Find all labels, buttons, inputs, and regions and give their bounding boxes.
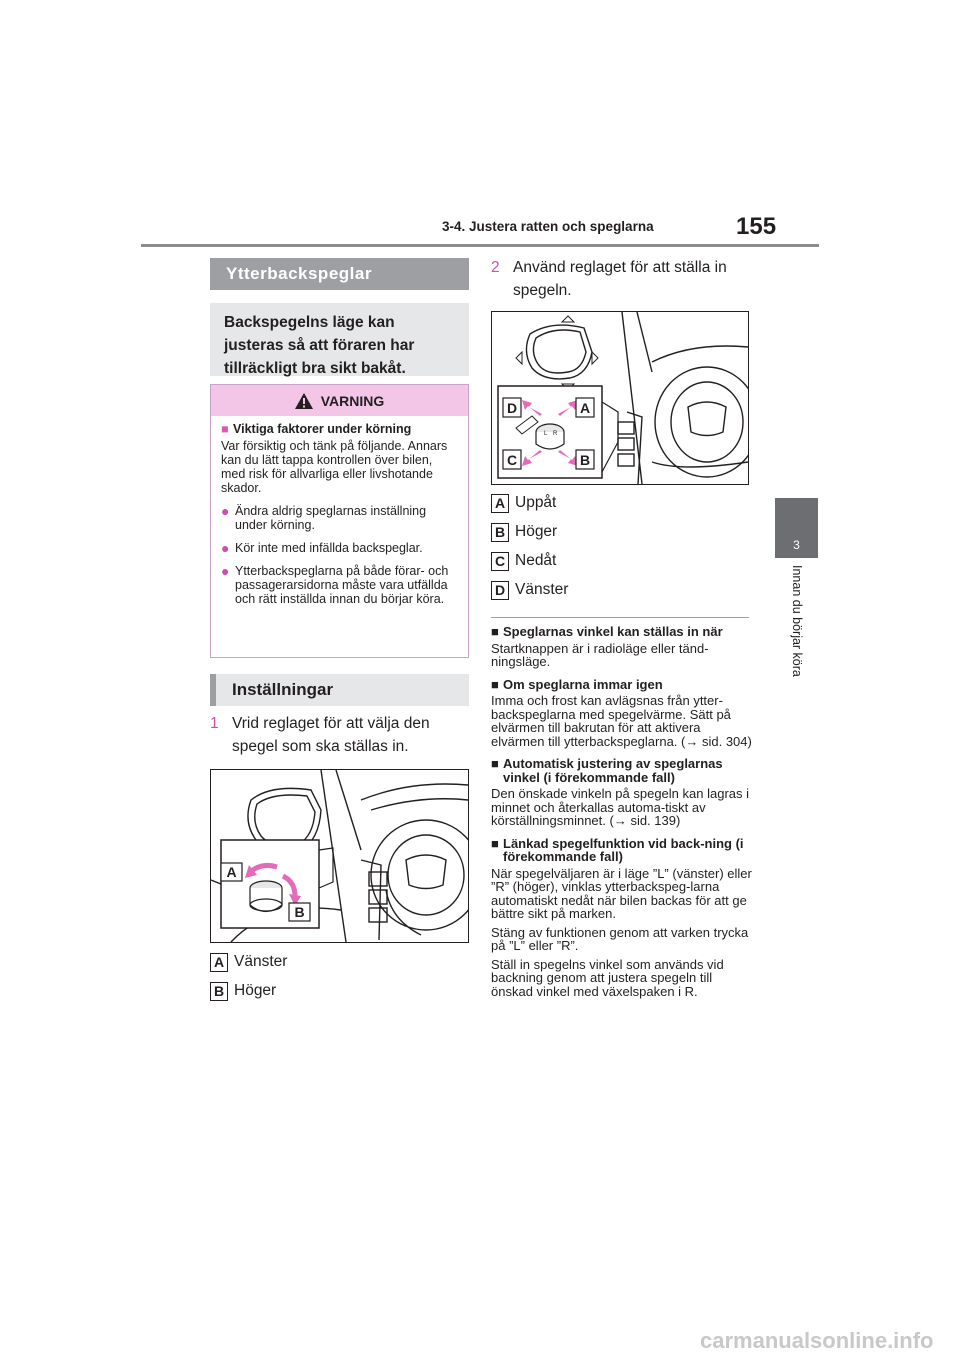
legend-item — [491, 579, 749, 601]
legend-text: Höger — [234, 982, 277, 999]
legend-item — [491, 521, 749, 543]
legend-item — [210, 980, 469, 1002]
note-heading: Speglarnas vinkel kan ställas in när — [503, 624, 723, 639]
mirror-selector-illustration — [211, 770, 468, 942]
bullet-dot-icon: ● — [221, 563, 230, 579]
legend-key: B — [210, 982, 228, 1001]
step-number: 1 — [210, 715, 219, 732]
step-1 — [210, 712, 469, 758]
figure-mirror-selector — [210, 769, 469, 943]
legend-1 — [210, 951, 469, 1002]
legend-item — [491, 550, 749, 572]
warning-bullet-text: Ytterbackspeglarna på både förar- och passagerarsidorna måste vara utfällda och rätt inställda innan du börjar köra. — [235, 564, 449, 606]
figure1-label-b: B — [294, 904, 305, 920]
warning-label: VARNING — [320, 392, 385, 409]
note-paragraph: Den önskade vinkeln på spegeln kan lagras i minnet och återkallas automa-tiskt av körställningsminnet. (→ sid. 139) — [491, 786, 750, 828]
note-heading: Länkad spegelfunktion vid back-ning (i förekommande fall) — [503, 835, 744, 864]
legend-text: Vänster — [515, 581, 569, 598]
mirror-adjust-illustration — [492, 312, 748, 484]
figure1-label-a: A — [226, 864, 237, 880]
step-text: Använd reglaget för att ställa in spegeln. — [513, 259, 727, 299]
note-paragraph: Stäng av funktionen genom att varken trycka på ”L” eller ”R”. — [491, 924, 749, 953]
warning-bullet-text: Kör inte med infällda backspeglar. — [235, 541, 423, 555]
square-bullet-icon: ■ — [491, 624, 499, 639]
note-heading: Om speglarna immar igen — [503, 676, 663, 692]
legend-key: D — [491, 581, 509, 600]
step-2 — [491, 256, 750, 302]
note-heading-row — [491, 625, 753, 639]
chapter-label: Innan du börjar köra — [790, 565, 804, 677]
selector-r: R — [553, 431, 558, 437]
figure2-label-b: B — [579, 452, 591, 468]
warning-bullet — [221, 504, 458, 532]
legend-text: Vänster — [234, 953, 288, 970]
intro-text: Backspegelns läge kan justeras så att föraren har tillräckligt bra sikt bakåt. — [224, 314, 415, 377]
bullet-dot-icon: ● — [221, 503, 230, 519]
warning-body: Var försiktig och tänk på följande. Annars kan du lätt tappa kontrollen över bilen, med risk för allvarliga eller livshotande skador. — [221, 439, 448, 495]
figure-mirror-adjust — [491, 311, 749, 485]
note-block — [491, 757, 753, 828]
note-block — [491, 837, 753, 999]
section-heading: Ytterbackspeglar — [210, 258, 469, 290]
square-bullet-icon: ■ — [491, 756, 499, 771]
legend-item — [210, 951, 469, 973]
figure2-label-a: A — [579, 400, 591, 416]
step-text: Vrid reglaget för att välja den spegel som ska ställas in. — [232, 715, 430, 755]
selector-l: L — [544, 431, 548, 437]
note-heading: Automatisk justering av speglarnas vinkel (i förekommande fall) — [503, 756, 723, 785]
warning-bullet — [221, 564, 458, 606]
note-heading-row — [491, 837, 753, 864]
legend-key: A — [210, 953, 228, 972]
warning-bullet-text: Ändra aldrig speglarnas inställning under körning. — [235, 504, 427, 532]
chapter-tab — [775, 498, 818, 558]
note-paragraph: Startknappen är i radioläge eller tänd-ningsläge. — [491, 640, 709, 669]
note-paragraph: Imma och frost kan avlägsnas från ytter-backspeglarna med spegelvärme. Sätt på elvärmen till bakrutan för att aktivera elvärmen till ytterbackspeglarna. (→ sid. 304) — [491, 693, 752, 749]
warning-icon — [295, 393, 313, 409]
legend-text: Höger — [515, 523, 558, 540]
watermark: carmanualsonline.info — [700, 1328, 934, 1353]
legend-key: A — [491, 494, 509, 513]
settings-heading: Inställningar — [210, 674, 469, 706]
warning-box — [210, 384, 469, 658]
figure2-label-d: D — [506, 400, 518, 416]
page-number: 155 — [736, 213, 777, 240]
intro-box — [210, 303, 469, 376]
note-heading-row — [491, 678, 753, 692]
chapter-number: 3 — [793, 538, 800, 552]
notes-divider — [491, 617, 749, 618]
figure2-label-c: C — [506, 452, 518, 468]
square-bullet-icon: ■ — [491, 676, 499, 692]
note-heading-row — [491, 757, 753, 784]
notes — [491, 625, 753, 998]
warning-bullet — [221, 541, 458, 555]
legend-text: Uppåt — [515, 494, 557, 511]
legend-key: B — [491, 523, 509, 542]
square-bullet-icon: ■ — [221, 422, 229, 436]
note-paragraph: Ställ in spegelns vinkel som används vid backning genom att justera spegeln till önskad vinkel med växelspaken i R. — [491, 956, 724, 999]
warning-heading: Viktiga faktorer under körning — [233, 422, 412, 436]
note-block — [491, 678, 753, 749]
warning-header — [211, 385, 468, 416]
header-rule — [141, 244, 819, 247]
step-number: 2 — [491, 259, 500, 276]
legend-text: Nedåt — [515, 552, 557, 569]
legend-2 — [491, 492, 749, 601]
legend-key: C — [491, 552, 509, 571]
bullet-dot-icon: ● — [221, 540, 230, 556]
legend-item — [491, 492, 749, 514]
note-block — [491, 625, 753, 669]
note-paragraph: När spegelväljaren är i läge ”L” (vänster) eller ”R” (höger), vinklas ytterbackspeg-larna automatiskt nedåt när bilen backas för att ge bättre sikt på marken. — [491, 865, 752, 921]
square-bullet-icon: ■ — [491, 835, 499, 851]
warning-heading-row — [221, 422, 458, 436]
section-title: 3-4. Justera ratten och speglarna — [442, 219, 654, 234]
